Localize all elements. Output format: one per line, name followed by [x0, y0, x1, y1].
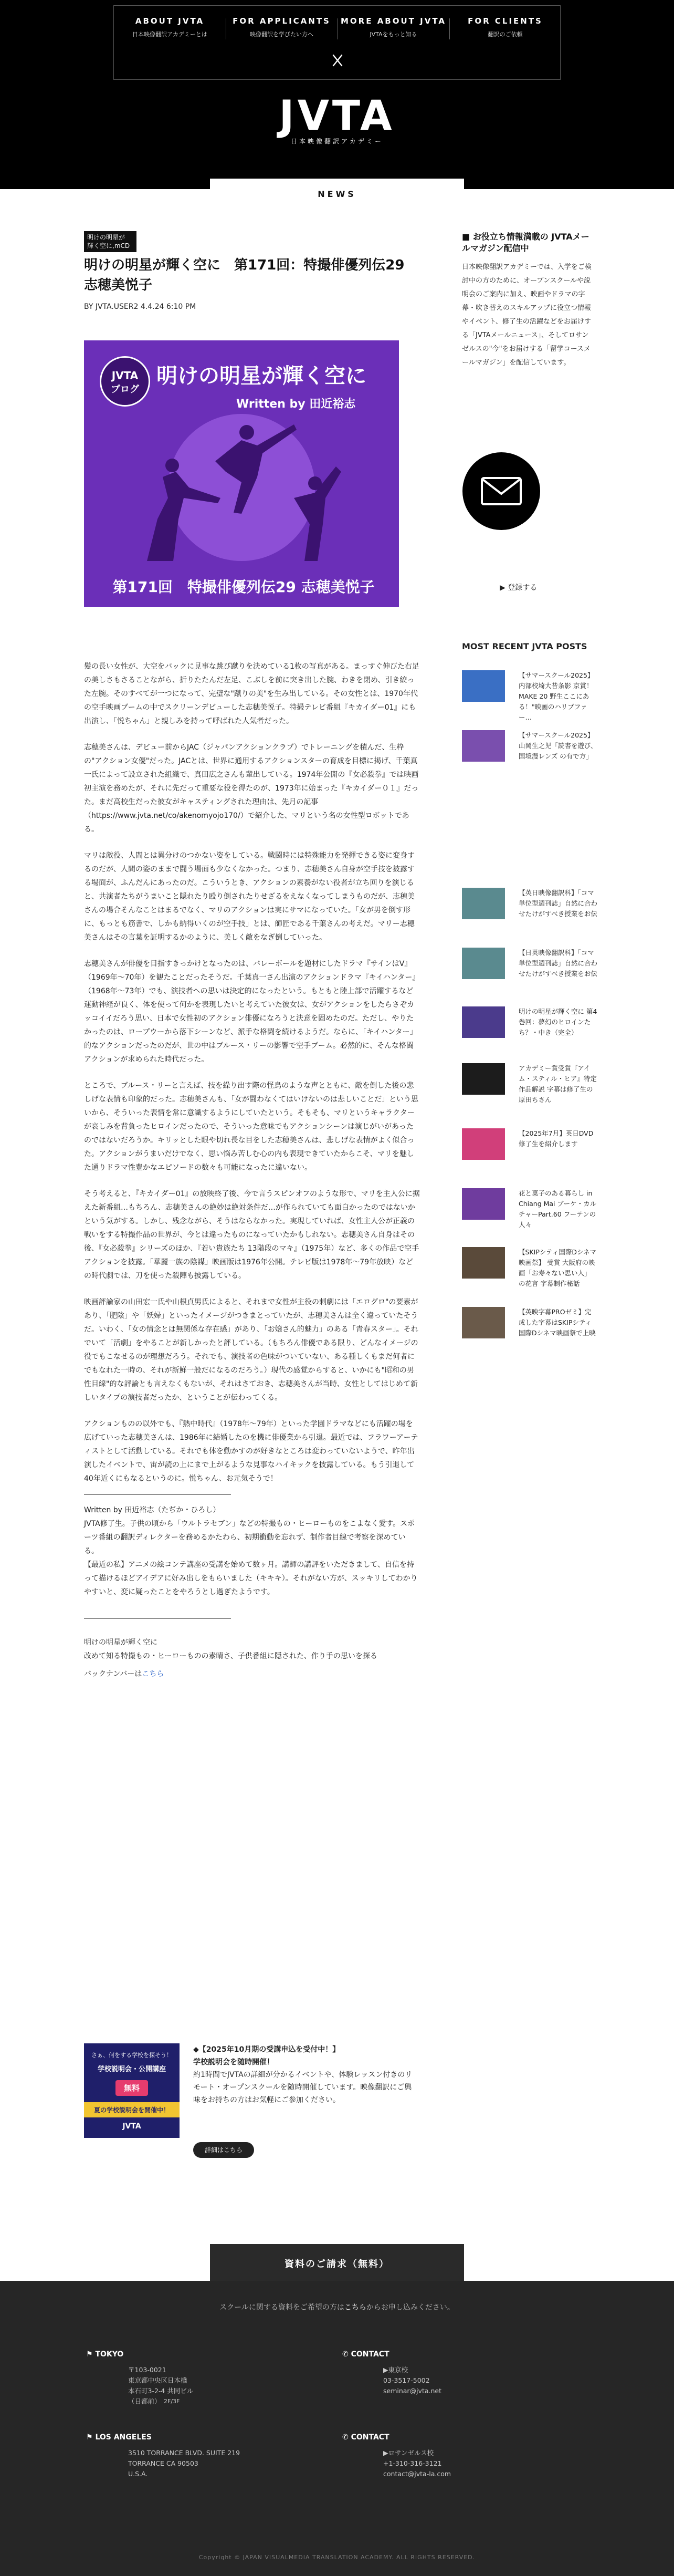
- recent-post-item[interactable]: [462, 1247, 598, 1297]
- recent-post-title: 【2025年7月】英日DVD修了生を紹介します: [519, 1129, 594, 1148]
- recent-post-title: 【SKIPシティ国際Dシネマ映画祭】 受賞 大阪府の映画「お寿々ない思い人」 の花言 字幕制作秘話: [519, 1248, 597, 1287]
- contact-tokyo-details[interactable]: ▶東京校 03-3517-5002 seminar@jvta.net: [383, 2366, 441, 2395]
- section-tab-news: NEWS: [210, 179, 464, 211]
- author-bio: Written by 田近裕志（たぢか・ひろし） JVTA修了生。子供の頃から「ウルトラセブン」などの特撮もの・ヒーローものをこよなく愛す。スポーツ番組の翻訳ディレクターを務めるかたわら、初期衝動を忘れず、制作者目線で考察を深めている。 【最近の私】アニメの絵コンテ講座の受講を始めて数ヶ月。講師の講評をいただきまして、自信を持って描けるほどアイデアに好み出しをもらいました（キキキ）。それがない方が、スッキリしてわかりやすいと、変に疑ったことをやろうとし過ぎたようです。: [84, 1506, 418, 1596]
- recent-post-item[interactable]: [462, 948, 598, 998]
- hero-headline: 明けの明星が輝く空に: [156, 364, 366, 388]
- copyright-text: Copyright © JAPAN VISUALMEDIA TRANSLATION ACADEMY. ALL RIGHTS RESERVED.: [198, 2554, 476, 2561]
- newsletter-register-link[interactable]: ▶ 登録する: [500, 584, 538, 592]
- los-angeles-label: [86, 2433, 152, 2442]
- hero-badge-line2: ブログ: [111, 384, 139, 395]
- recent-post-title: 【英映字幕PROゼミ】完成した字幕はSKIPシティ国際Dシネマ映画祭で上映: [519, 1308, 596, 1337]
- hero-badge-line1: JVTA: [111, 369, 139, 382]
- promo-block: [84, 2043, 420, 2154]
- recent-post-item[interactable]: [462, 670, 598, 721]
- recent-post-thumbnail: [462, 1188, 505, 1220]
- post-paragraph: ところで、ブルース・リーと言えば、技を繰り出す際の怪鳥のような声とともに、敵を倒した後の悲しげな表情も印象的だった。志穂美さんも、「女が闘わなくてはいけないのは悲しいことだ」という思いから、そういった表情を常に意識するようにしていたという。そもそも、マリというキャラクターが哀しみを背負ったヒロインだったので、そういった意味でもアクションシーンは演じがいがあったのではないだろうか。キリッとした眼や切れ長な目をした志穂美さんは、悲しげな表情がよく似合った。アクションがうまいだけでなく、思い悩み苦しむ心の内も表現できていたからこそ、マリを魅した通りドラマ性豊かなエピソードの数々も可能になったに違いない。: [84, 1082, 418, 1172]
- hero-caption: 第171回 特撮俳優列伝29 志穂美悦子: [112, 578, 375, 596]
- nav-item-applicants[interactable]: [226, 16, 338, 38]
- post-paragraph: そう考えると、『キカイダー01』の放映終了後、今で言うスピンオフのような形で、マリを主人公に据えた新番組…もちろん、志穂美さんの絶妙は絶対条件だ…が作られていても面白かったのではないかという気がする。しかし、残念ながら、そうはならなかった。実現していれば、女性主人公が正義の戦いをする特撮作品の世界が、今とは違ったものになっていたかもしれない。志穂美さん自身はその後、『女必殺拳』シリーズのほか、『若い貴族たち 13階段のマキ』（1975年）など、多くの作品で空手アクションを披露。「華麗一族の陰謀」映画版は1976年公開。テレビ版は1978年〜79年放映）などの時代劇では、刀を使った殺陣も披露している。: [84, 1190, 420, 1280]
- recent-post-item[interactable]: [462, 1128, 598, 1179]
- recent-post-title: 明けの明星が輝く空に 第4巻回：夢幻のヒロインたち？・中き（完全）: [519, 1007, 597, 1036]
- post-paragraph: アクションものの以外でも、『熱中時代』（1978年〜79年）といった学園ドラマなどにも活躍の場を広げていった志穂美さんは、1986年に結婚したのを機に俳優業から引退。最近では、フラワーアーティストとして活動している。それでも体を動かすのが好きなところは変わっていないようで、昨年出演したイベントで、宙が読の上にまで上がるような見事なハイキックを披露している。もう引退して40年近くにもなるというのに。悦ちゃん、お元気そうで！: [84, 1420, 418, 1483]
- contact-label-text: CONTACT: [351, 2350, 389, 2359]
- recent-post-title: 【サマースクール2025】内部校埼大昔条影 京賞！ MAKE 20 野生ここにある！"映画のハリブファー…: [519, 671, 594, 721]
- footer-lead-text: からお申し込みください。: [366, 2303, 455, 2312]
- nav-item-title: MORE ABOUT JVTA: [341, 16, 446, 26]
- contact-label-text: CONTACT: [351, 2433, 389, 2442]
- post-body: [84, 660, 420, 1681]
- nav-item-more-about[interactable]: [338, 16, 449, 38]
- recent-post-title: 【サマースクール2025】山岡生之児「読書を遊び、国境漫レンズ の有で方」: [519, 731, 597, 760]
- los-angeles-address: 3510 TORRANCE BLVD. SUITE 219 TORRANCE CA 90503 U.S.A.: [128, 2449, 240, 2478]
- tokyo-address: 〒103-0021 東京都中央区日本橋 本石町3-2-4 共同ビル （日都前）: [128, 2366, 194, 2405]
- top-navigation: [113, 5, 561, 80]
- nav-item-subtitle: 翻訳のご依頼: [488, 31, 523, 38]
- site-footer: [0, 2281, 674, 2576]
- backnumber-line: [84, 1667, 420, 1681]
- recent-post-item[interactable]: [462, 1006, 598, 1057]
- hero-image: [84, 340, 399, 607]
- newsletter-description: 日本映像翻訳アカデミーでは、入学をご検討中の方のために、オープンスクールや説明会のご案内に加え、映画やドラマの字幕・吹き替えのスキルアップに役立つ情報やイベント、修了生の活躍などをお届けする「JVTAメールニュース」、そしてロサンゼルスの"今"をお届けする「留学コースメールマガジン」を配信しています。: [462, 263, 592, 367]
- footer-lead-text: スクールに関する資料をご希望の方は: [219, 2303, 344, 2312]
- logo-text: JVTA: [279, 92, 395, 140]
- recent-post-thumbnail: [462, 1063, 505, 1095]
- promo-image[interactable]: [84, 2043, 180, 2138]
- post-paragraph: マリは敵役、人間とは異分けのつかない姿をしている。戦闘時には特殊能力を発揮できる姿に変身するのだが、人間の姿のままで闘う場面も少なくなかった。つまり、志穂美さん自身が空手技を披露する場面が、ふんだんにあったのだ。こういうとき、アクションの素養がない役者が立ち回りを演じると、共演者たちがうまいこと隠れたり殴り倒されたりせざるをえなくなってしまうものだが、志穂美さんの場合そんなことはまるでなく、マリのアクションは実にサマになっていた。「女が男を倒す形に、もっとも筋書で、しかも納得いくのが空手技」とは、師匠である千葉さんの考えだ。マリー志穂美さんはその言葉を証明するかのように、美しく敵をなぎ倒していった。: [84, 851, 415, 942]
- recent-post-thumbnail: [462, 1128, 505, 1160]
- promo-text: [193, 2043, 419, 2106]
- recent-posts-heading: MOST RECENT JVTA POSTS: [462, 641, 587, 651]
- post-paragraph: 志穂美さんは、デビュー前からJAC（ジャパンアクションクラブ）でトレーニングを積んだ、生粋の"アクション女優"だった。JACとは、世界に通用するアクションスターの育成を目標に掲げ、千葉真一氏によって設立された組織で、真田広之さんも輩出している。1974年公開の『女必殺拳』では映画初主演を務めたが、それに先だって重要な役を得たのが、1973年に始まった『キカイダー０１』だった。まだ高校生だった彼女がキャスティングされた理由は、先月の記事（https://www.jvta.net/co/akenomyojo170/）で紹介した、マリという名の女性型ロボットである。: [84, 743, 419, 834]
- recent-post-thumbnail: [462, 1307, 505, 1338]
- nav-item-title: FOR APPLICANTS: [233, 16, 331, 26]
- category-text: 明けの明星が 輝く空に,mCD: [87, 234, 130, 250]
- recent-post-item[interactable]: [462, 1063, 598, 1114]
- nav-item-title: ABOUT JVTA: [135, 16, 205, 26]
- nav-item-subtitle: 映像翻訳を学びたい方へ: [250, 31, 313, 38]
- location-pin-icon: ⚑: [86, 2350, 96, 2359]
- request-materials-tab[interactable]: 資料のご請求（無料）: [210, 2244, 464, 2281]
- promo-heading: ◆【2025年10月期の受講申込を受付中！】: [193, 2045, 340, 2054]
- nav-item-title: FOR CLIENTS: [468, 16, 543, 26]
- contact-la-details[interactable]: ▶ロサンゼルス校 +1-310-316-3121 contact@jvta-la.com: [383, 2449, 451, 2478]
- logo-subtitle: 日本映像翻訳アカデミー: [291, 138, 383, 145]
- post-meta: BY JVTA.USER2 4.4.24 6:10 PM: [84, 303, 196, 311]
- recent-post-thumbnail: [462, 1247, 505, 1279]
- recent-post-title: アカデミー賞受賞『アイム・スティル・ヒア』特定作品解説 字幕は修了生の原田ちさん: [519, 1064, 597, 1104]
- contact-label-la: [342, 2433, 389, 2442]
- promo-details-button[interactable]: 詳細はこちら: [193, 2142, 254, 2158]
- recent-post-thumbnail: [462, 1006, 505, 1038]
- newsletter-heading: ■ お役立ち情報満載の JVTAメールマガジン配信中: [462, 232, 589, 253]
- recent-post-item[interactable]: [462, 888, 598, 938]
- series-closing: 明けの明星が輝く空に 改めて知る特撮もの・ヒーローものの素晴さ、子供番組に隠された、作り手の思いを探る: [84, 1638, 377, 1660]
- recent-post-item[interactable]: [462, 1307, 598, 1357]
- tokyo-floor: 2F/3F: [164, 2398, 180, 2405]
- promo-subheading: 学校説明会を随時開催！: [193, 2058, 274, 2066]
- promo-image-line: 学校説明会・公開講座: [97, 2065, 166, 2073]
- sidebar: [462, 231, 598, 1337]
- location-pin-icon: ⚑: [86, 2433, 96, 2442]
- footer-lead: [0, 2302, 674, 2312]
- los-angeles-label-text: LOS ANGELES: [95, 2433, 152, 2442]
- post-title: 明けの明星が輝く空に 第171回：特撮俳優列伝29 志穂美悦子: [84, 257, 405, 293]
- x-social-icon[interactable]: [323, 49, 352, 72]
- contact-label-tokyo: [342, 2350, 389, 2359]
- backnumber-link[interactable]: こちら: [142, 1670, 164, 1678]
- nav-item-about[interactable]: [114, 16, 226, 38]
- post-paragraph: 映画評論家の山田宏一氏や山根貞男氏によると、それまで女性が主役の刺劇には「エログロ"の要素があり、「肥陰」や「妖婦」といったイメージがつきまとっていたが、志穂美さんは全く違っていたそうだ。いわく、「女の情念とは無関係な存在感」があり、「お嬢さん的魅力」のある「青春スター」。それでいて「活劇」をやることが新しかったと評している。（もちろん俳優である限り、どんなイメージの役でもこなせるのが理想だろう。それでも、演技者の色味がついていない、ある種しくもまだ何者にでもなれた一時の、それが新鮮一般だになるのだろう。）現代の感覚からすると、いかにも"昭和の男性目線"的な評論とも言えなくもないが、それはさておき、志穂美さんが当時、女性としてはじめて新しいタイプの演技者だったか、ということが伝わってくる。: [84, 1298, 418, 1402]
- phone-icon: ✆: [342, 2433, 351, 2442]
- promo-description: 約1時間でJVTAの詳細が分かるイベントや、体験レッスン付きのリモート・オープンスクールを随時開催しています。映像翻訳にご興味をお持ちの方はお気軽にご参加ください。: [193, 2071, 413, 2104]
- site-logo[interactable]: [262, 92, 412, 150]
- promo-image-line: 夏の学校説明会を開催中！: [84, 2102, 180, 2117]
- recent-post-thumbnail: [462, 730, 505, 762]
- category-tags[interactable]: [84, 231, 136, 252]
- recent-post-title: 【日英映像翻訳科】「コマ単位型週刊誌」自然に合わせたけがすべき授業をお伝: [519, 949, 598, 978]
- site-header: [0, 0, 674, 189]
- promo-image-line: さぁ、何をする学校を探そう！: [91, 2052, 172, 2059]
- recent-post-thumbnail: [462, 888, 505, 919]
- promo-image-free-badge: 無料: [115, 2080, 148, 2096]
- backnumber-label: バックナンバーは: [84, 1670, 142, 1678]
- recent-post-title: 【英日映像翻訳科】「コマ単位型週刊誌」自然に合わせたけがすべき授業をお伝: [519, 889, 598, 918]
- nav-item-subtitle: 日本映像翻訳アカデミーとは: [132, 31, 207, 38]
- phone-icon: ✆: [342, 2350, 351, 2359]
- nav-item-clients[interactable]: [449, 16, 561, 38]
- divider: ――――――――――――――――――――: [84, 1490, 231, 1499]
- post-paragraph: 志穂美さんが俳優を目指すきっかけとなったのは、バレーボールを題材にしたドラマ『サインはV』（1969年〜70年）を観たことだったそうだ。千葉真一さん出演のアクションドラマ『キイハンター』（1968年〜73年）でも、演技者への思いは決定的になったという。もともと陸上部で活躍するなど運動神経が良く、体を使って何かを表現したいと考えていた彼女は、女がアクションをしたらさぞカッコイイだろう思い、日本で女性初のアクション俳優になろうと決意を固めたのだ。ただし、やりたかったのは、ロープウーから落下シーンなど、派手な格闘を続けるようだ。ならに、「キイハンター」的なアクションだったのだが、世の中はブルース・リーの影響で空手ブーム。必然的に、そんな格闘アクションが求められた時代だった。: [84, 960, 420, 1064]
- recent-post-item[interactable]: [462, 730, 598, 781]
- tokyo-label: [86, 2350, 123, 2359]
- recent-post-item[interactable]: [462, 1188, 598, 1239]
- hero-badge: [100, 356, 150, 407]
- post-paragraph: 髪の長い女性が、大空をバックに見事な跳び蹴りを決めている1枚の写真がある。まっすぐ伸びた右足の美しさもさることながら、折りたたんだ左足、こぶしを前に突き出した腕、わきを閉め、引き絞った左腕。そのすべてが一つになって、完璧な"蹴りの美"を生み出している。その女性とは、1970年代の空手映画ブームの中でスクリーンデビューした志穂美悦子。特撮テレビ番組『キカイダー01』にも出演し、「悦ちゃん」と親しみを持って呼ばれた人気者だった。: [84, 662, 419, 725]
- recent-post-thumbnail: [462, 948, 505, 979]
- recent-post-thumbnail: [462, 670, 505, 702]
- tokyo-label-text: TOKYO: [95, 2350, 124, 2359]
- promo-image-line: JVTA: [122, 2122, 141, 2131]
- divider: ――――――――――――――――――――: [84, 1614, 231, 1623]
- footer-request-link[interactable]: こちら: [344, 2303, 366, 2312]
- mail-envelope-icon[interactable]: [462, 452, 541, 531]
- nav-item-subtitle: JVTAをもっと知る: [370, 31, 417, 38]
- recent-post-title: 花と菓子のある暮らし in Chiang Mai ブーケ・カルチャーPart.60 フーテンの人々: [519, 1189, 597, 1229]
- hero-byline: Written by 田近裕志: [236, 398, 356, 411]
